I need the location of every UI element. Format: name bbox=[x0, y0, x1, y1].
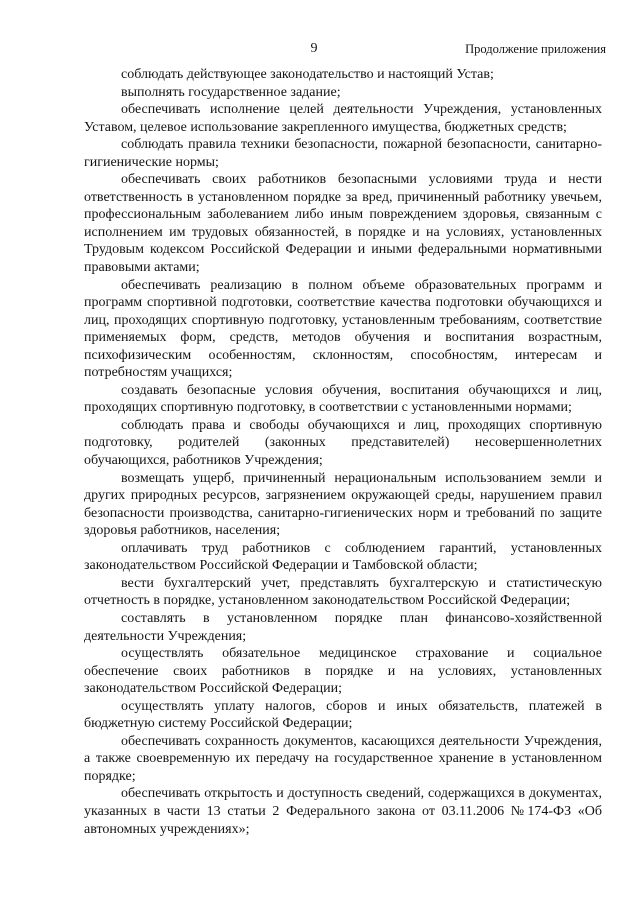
header-note: Продолжение приложения bbox=[465, 42, 606, 56]
page-number: 9 bbox=[310, 41, 318, 56]
document-body bbox=[84, 66, 602, 838]
list-item: обеспечивать сохранность документов, касающихся деятельности Учреждения, а также своевременную их передачу на государственное хранение в установленном порядке; bbox=[84, 733, 602, 784]
list-item: соблюдать действующее законодательство и настоящий Устав; bbox=[121, 67, 494, 82]
list-item: создавать безопасные условия обучения, воспитания обучающихся и лиц, проходящих спортивную подготовку, в соответствии с установленными нормами; bbox=[84, 382, 602, 416]
list-item: выполнять государственное задание; bbox=[121, 84, 341, 100]
list-item: обеспечивать своих работников безопасными условиями труда и нести ответственность в установленном порядке за вред, причиненный работнику увечьем, профессиональным заболеванием либо иным повреждением здоровья, связанным с исполнением им трудовых обязанностей, в порядке и на условиях, установленных Трудовым кодексом Российской Федерации и иными федеральными нормативными правовыми актами; bbox=[84, 172, 602, 276]
list-item: оплачивать труд работников с соблюдением гарантий, установленных законодательством Российской Федерации и Тамбовской области; bbox=[84, 540, 602, 574]
list-item: составлять в установленном порядке план финансово-хозяйственной деятельности Учреждения; bbox=[84, 610, 602, 644]
list-item: соблюдать права и свободы обучающихся и лиц, проходящих спортивную подготовку, родителей (законных представителей) несовершеннолетних обучающихся, работников Учреждения; bbox=[84, 417, 602, 469]
list-item: обеспечивать реализацию в полном объеме образовательных программ и программ спортивной подготовки, соответствие качества подготовки обучающихся и лиц, проходящих спортивную подготовку, установленным требованиям, соответствие применяемых форм, средств, методов обучения и воспитания возрастным, психофизическим особенностям, склонностям, способностям, интересам и потребностям учащихся; bbox=[84, 277, 602, 381]
list-item: осуществлять обязательное медицинское страхование и социальное обеспечение своих работников в порядке и на условиях, установленных законодательством Российской Федерации; bbox=[84, 646, 602, 697]
list-item: обеспечивать исполнение целей деятельности Учреждения, установленных Уставом, целевое использование закрепленного имущества, бюджетных средств; bbox=[84, 102, 602, 135]
list-item: соблюдать правила техники безопасности, пожарной безопасности, санитарно-гигиенические нормы; bbox=[84, 137, 602, 170]
list-item: осуществлять уплату налогов, сборов и иных обязательств, платежей в бюджетную систему Российской Федерации; bbox=[84, 698, 602, 732]
list-item: возмещать ущерб, причиненный нерациональным использованием земли и других природных ресурсов, загрязнением окружающей среды, нарушением правил безопасности производства, санитарно-гигиенических норм и требований по защите здоровья работников, населения; bbox=[84, 470, 602, 539]
list-item: обеспечивать открытость и доступность сведений, содержащихся в документах, указанных в части 13 статьи 2 Федерального закона от 03.11.2006 №174-ФЗ «Об автономных учреждениях»; bbox=[84, 786, 602, 837]
list-item: вести бухгалтерский учет, представлять бухгалтерскую и статистическую отчетность в порядке, установленном законодательством Российской Федерации; bbox=[84, 575, 602, 609]
